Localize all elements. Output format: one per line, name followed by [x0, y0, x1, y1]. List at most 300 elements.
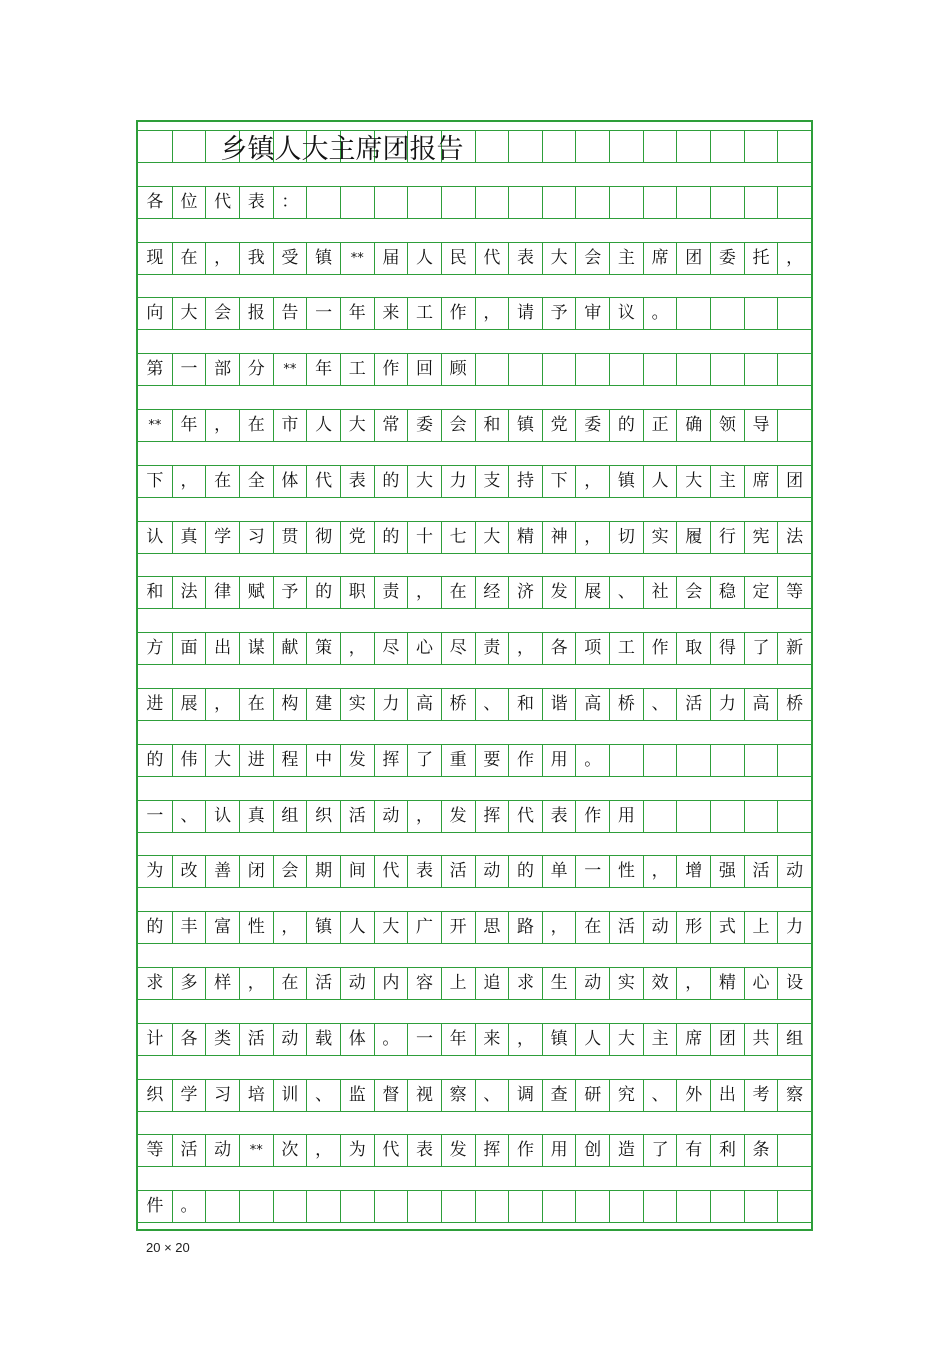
grid-cell: 式: [710, 912, 744, 943]
grid-cell: 富: [205, 912, 239, 943]
grid-cell: 上: [441, 968, 475, 999]
grid-row: [138, 409, 811, 442]
grid-cell: 表: [542, 801, 576, 832]
grid-cell: [744, 745, 778, 776]
grid-cell: 内: [374, 968, 408, 999]
grid-cell: 领: [710, 410, 744, 441]
grid-cell: 届: [374, 243, 408, 274]
grid-cell: [475, 187, 509, 218]
grid-cell: 设: [777, 968, 811, 999]
grid-row: [138, 521, 811, 554]
grid-cell: [542, 187, 576, 218]
grid-cell: ，: [542, 912, 576, 943]
grid-cell: [475, 354, 509, 385]
grid-cell: 主: [643, 1024, 677, 1055]
grid-cell: 实: [643, 522, 677, 553]
grid-cell: [777, 745, 811, 776]
grid-row: [138, 911, 811, 944]
title-row: [138, 130, 811, 163]
grid-cell: 中: [306, 745, 340, 776]
grid-cell: ，: [172, 466, 206, 497]
grid-cell: [643, 187, 677, 218]
grid-cell: 责: [475, 633, 509, 664]
grid-cell: 委: [575, 410, 609, 441]
grid-cell: 年: [340, 298, 374, 329]
grid-cell: 和: [146, 582, 164, 603]
grid-cell: 训: [273, 1080, 307, 1111]
grid-cell: 人: [643, 466, 677, 497]
grid-cell: 精: [710, 968, 744, 999]
grid-cell: 神: [542, 522, 576, 553]
grid-cell: 查: [542, 1080, 576, 1111]
grid-cell: 经: [475, 577, 509, 608]
grid-cell: 支: [475, 466, 509, 497]
grid-row: [138, 353, 811, 386]
grid-cell: 谋: [239, 633, 273, 664]
grid-cell: 等: [777, 577, 811, 608]
grid-cell: 挥: [374, 745, 408, 776]
grid-cell: 、: [172, 801, 206, 832]
grid-cell: 监: [340, 1080, 374, 1111]
grid-cell: 路: [508, 912, 542, 943]
grid-cell: 组: [273, 801, 307, 832]
grid-cell: [441, 1191, 475, 1222]
grid-cell: 和: [475, 410, 509, 441]
grid-cell: 民: [441, 243, 475, 274]
grid-cell: 期: [306, 856, 340, 887]
grid-cell: [340, 187, 374, 218]
grid-cell: 展: [172, 689, 206, 720]
grid-cell: 镇: [508, 410, 542, 441]
grid-cell: ，: [205, 689, 239, 720]
grid-cell: 动: [340, 968, 374, 999]
grid-cell: 等: [146, 1140, 164, 1161]
grid-cell: 方: [146, 638, 164, 659]
grid-cell: 形: [676, 912, 710, 943]
grid-cell: ，: [508, 633, 542, 664]
grid-cell: 了: [643, 1135, 677, 1166]
grid-cell: 。: [374, 1024, 408, 1055]
grid-cell: 社: [643, 577, 677, 608]
grid-cell: 力: [710, 689, 744, 720]
grid-cell: 效: [643, 968, 677, 999]
grid-cell: 发: [441, 1135, 475, 1166]
grid-cell: 改: [172, 856, 206, 887]
grid-cell: 的: [508, 856, 542, 887]
grid-cell: ：: [273, 187, 307, 218]
grid-row: [138, 967, 811, 1000]
grid-cell: 席: [744, 466, 778, 497]
grid-cell: ，: [205, 410, 239, 441]
grid-cell: 培: [239, 1080, 273, 1111]
grid-cell: 来: [374, 298, 408, 329]
grid-cell: 团: [710, 1024, 744, 1055]
grid-cell: 主: [710, 466, 744, 497]
grid-cell: 调: [508, 1080, 542, 1111]
grid-cell: 考: [744, 1080, 778, 1111]
grid-cell: 审: [575, 298, 609, 329]
grid-cell: ，: [676, 968, 710, 999]
grid-cell: 人: [575, 1024, 609, 1055]
grid-cell: 创: [575, 1135, 609, 1166]
document-title: 乡镇人大主席团报告: [220, 134, 464, 165]
grid-cell: 镇: [609, 466, 643, 497]
grid-cell: [710, 131, 744, 162]
grid-cell: 的: [374, 466, 408, 497]
grid-cell: 一: [575, 856, 609, 887]
grid-cell: 切: [609, 522, 643, 553]
grid-cell: 大: [205, 745, 239, 776]
grid-cell: 在: [239, 689, 273, 720]
grid-cell: 发: [340, 745, 374, 776]
grid-cell: 谐: [542, 689, 576, 720]
grid-cell: ，: [407, 801, 441, 832]
grid-cell: 性: [239, 912, 273, 943]
grid-cell: 力: [777, 912, 811, 943]
grid-cell: 构: [273, 689, 307, 720]
grid-cell: 组: [777, 1024, 811, 1055]
grid-cell: 件: [146, 1196, 164, 1217]
grid-cell: 发: [542, 577, 576, 608]
grid-cell: [777, 187, 811, 218]
grid-cell: [744, 131, 778, 162]
grid-cell: 取: [676, 633, 710, 664]
grid-cell: **: [148, 418, 162, 433]
grid-cell: ，: [273, 912, 307, 943]
grid-cell: [676, 1191, 710, 1222]
grid-row: [138, 855, 811, 888]
grid-cell: 、: [475, 1080, 509, 1111]
grid-cell: 市: [273, 410, 307, 441]
grid-cell: 认: [205, 801, 239, 832]
grid-cell: 镇: [306, 243, 340, 274]
grid-cell: 人: [306, 410, 340, 441]
grid-cell: 力: [374, 689, 408, 720]
grid-cell: 为: [146, 861, 164, 882]
grid-cell: 利: [710, 1135, 744, 1166]
grid-cell: 展: [575, 577, 609, 608]
grid-cell: 大: [475, 522, 509, 553]
grid-cell: [676, 131, 710, 162]
grid-cell: 为: [340, 1135, 374, 1166]
grid-cell: [744, 801, 778, 832]
grid-cell: 顾: [441, 354, 475, 385]
grid-cell: 心: [407, 633, 441, 664]
grid-cell: 人: [407, 243, 441, 274]
grid-cell: 学: [172, 1080, 206, 1111]
grid-cell: 大: [172, 298, 206, 329]
grid-cell: [508, 354, 542, 385]
grid-cell: 条: [744, 1135, 778, 1166]
grid-cell: 年: [441, 1024, 475, 1055]
grid-cell: 各: [542, 633, 576, 664]
grid-cell: 、: [609, 577, 643, 608]
grid-cell: [744, 187, 778, 218]
grid-cell: 用: [609, 801, 643, 832]
grid-cell: 闭: [239, 856, 273, 887]
grid-cell: 镇: [542, 1024, 576, 1055]
grid-cell: 活: [172, 1135, 206, 1166]
grid-cell: 大: [374, 912, 408, 943]
grid-row: [138, 186, 811, 219]
grid-cell: 来: [475, 1024, 509, 1055]
grid-cell: 动: [273, 1024, 307, 1055]
grid-cell: 会: [676, 577, 710, 608]
grid-cell: ，: [340, 633, 374, 664]
grid-cell: 表: [508, 243, 542, 274]
grid-cell: 的: [146, 917, 164, 938]
grid-cell: 法: [777, 522, 811, 553]
grid-cell: 第: [146, 359, 164, 380]
grid-cell: 伟: [172, 745, 206, 776]
grid-cell: 现: [146, 247, 164, 268]
grid-cell: [575, 131, 609, 162]
grid-cell: 力: [441, 466, 475, 497]
grid-cell: 究: [609, 1080, 643, 1111]
grid-cell: 委: [710, 243, 744, 274]
grid-cell: 视: [407, 1080, 441, 1111]
grid-cell: 挥: [475, 801, 509, 832]
grid-cell: 镇: [306, 912, 340, 943]
grid-cell: [676, 745, 710, 776]
grid-cell: 作: [441, 298, 475, 329]
grid-cell: 丰: [172, 912, 206, 943]
grid-cell: 真: [172, 522, 206, 553]
grid-cell: 动: [475, 856, 509, 887]
grid-cell: 有: [676, 1135, 710, 1166]
grid-cell: [777, 801, 811, 832]
grid-cell: ，: [475, 298, 509, 329]
grid-cell: [306, 187, 340, 218]
grid-cell: [542, 131, 576, 162]
grid-cell: [508, 187, 542, 218]
grid-cell: 济: [508, 577, 542, 608]
grid-cell: 尽: [374, 633, 408, 664]
grid-cell: 一: [146, 805, 164, 826]
grid-cell: [710, 298, 744, 329]
grid-cell: 外: [676, 1080, 710, 1111]
grid-cell: 开: [441, 912, 475, 943]
grid-cell: 请: [508, 298, 542, 329]
grid-cell: [609, 131, 643, 162]
grid-cell: 程: [273, 745, 307, 776]
grid-cell: [710, 1191, 744, 1222]
grid-cell: 行: [710, 522, 744, 553]
grid-cell: 尽: [441, 633, 475, 664]
grid-cell: **: [239, 1135, 273, 1166]
grid-cell: 表: [407, 856, 441, 887]
grid-cell: 党: [542, 410, 576, 441]
grid-row: [138, 242, 811, 275]
grid-cell: 督: [374, 1080, 408, 1111]
grid-cell: [407, 1191, 441, 1222]
grid-cell: 分: [239, 354, 273, 385]
grid-cell: 。: [643, 298, 677, 329]
grid-row: [138, 688, 811, 721]
grid-cell: 、: [643, 689, 677, 720]
grid-cell: 追: [475, 968, 509, 999]
grid-cell: 下: [542, 466, 576, 497]
grid-cell: 习: [205, 1080, 239, 1111]
grid-cell: 会: [575, 243, 609, 274]
grid-cell: 类: [205, 1024, 239, 1055]
grid-cell: 和: [508, 689, 542, 720]
grid-cell: 的: [306, 577, 340, 608]
grid-cell: 正: [643, 410, 677, 441]
grid-cell: 在: [239, 410, 273, 441]
grid-cell: 代: [374, 856, 408, 887]
grid-cell: 多: [172, 968, 206, 999]
grid-cell: 活: [306, 968, 340, 999]
grid-cell: [205, 1191, 239, 1222]
grid-cell: ，: [407, 577, 441, 608]
grid-cell: [777, 354, 811, 385]
grid-cell: [643, 131, 677, 162]
grid-cell: [643, 745, 677, 776]
grid-cell: 活: [340, 801, 374, 832]
grid-cell: 代: [306, 466, 340, 497]
grid-cell: 表: [239, 187, 273, 218]
grid-cell: 项: [575, 633, 609, 664]
grid-cell: 各: [172, 1024, 206, 1055]
grid-cell: [609, 1191, 643, 1222]
grid-cell: 察: [441, 1080, 475, 1111]
grid-cell: [609, 745, 643, 776]
grid-cell: 大: [340, 410, 374, 441]
grid-row: [138, 800, 811, 833]
grid-cell: 代: [508, 801, 542, 832]
grid-cell: 贯: [273, 522, 307, 553]
grid-cell: 各: [146, 191, 164, 212]
grid-row: [138, 1079, 811, 1112]
grid-cell: **: [273, 354, 307, 385]
grid-cell: 增: [676, 856, 710, 887]
grid-cell: 在: [205, 466, 239, 497]
grid-cell: 织: [146, 1084, 164, 1105]
grid-cell: 用: [542, 1135, 576, 1166]
grid-cell: [575, 354, 609, 385]
grid-cell: 全: [239, 466, 273, 497]
grid-cell: 体: [273, 466, 307, 497]
grid-cell: 进: [239, 745, 273, 776]
grid-cell: [306, 1191, 340, 1222]
grid-cell: 代: [374, 1135, 408, 1166]
grid-row: [138, 465, 811, 498]
grid-cell: 一: [306, 298, 340, 329]
grid-cell: 责: [374, 577, 408, 608]
grid-cell: 共: [744, 1024, 778, 1055]
grid-cell: 善: [205, 856, 239, 887]
grid-cell: 在: [172, 243, 206, 274]
grid-cell: 表: [340, 466, 374, 497]
grid-cell: [777, 1191, 811, 1222]
grid-cell: ，: [205, 243, 239, 274]
grid-cell: 团: [777, 466, 811, 497]
grid-cell: 性: [609, 856, 643, 887]
grid-cell: 桥: [609, 689, 643, 720]
grid-cell: [777, 1135, 811, 1166]
grid-cell: 思: [475, 912, 509, 943]
grid-cell: [542, 1191, 576, 1222]
grid-cell: 载: [306, 1024, 340, 1055]
grid-cell: 赋: [239, 577, 273, 608]
grid-cell: 活: [609, 912, 643, 943]
grid-cell: 予: [273, 577, 307, 608]
grid-cell: 上: [744, 912, 778, 943]
grid-cell: 告: [273, 298, 307, 329]
grid-cell: [239, 1191, 273, 1222]
grid-cell: [172, 131, 206, 162]
grid-row: [138, 1134, 811, 1167]
grid-cell: 席: [676, 1024, 710, 1055]
grid-cell: 作: [508, 1135, 542, 1166]
grid-cell: ，: [575, 522, 609, 553]
grid-cell: [744, 354, 778, 385]
grid-cell: 了: [744, 633, 778, 664]
grid-cell: **: [340, 243, 374, 274]
grid-cell: 下: [146, 470, 164, 491]
grid-cell: 高: [575, 689, 609, 720]
grid-row: [138, 297, 811, 330]
grid-cell: [777, 298, 811, 329]
grid-cell: 在: [273, 968, 307, 999]
grid-cell: 的: [609, 410, 643, 441]
grid-cell: 、: [643, 1080, 677, 1111]
grid-cell: [744, 1191, 778, 1222]
grid-cell: 在: [441, 577, 475, 608]
grid-cell: 作: [575, 801, 609, 832]
grid-cell: 、: [306, 1080, 340, 1111]
grid-cell: 团: [676, 243, 710, 274]
grid-cell: [676, 801, 710, 832]
grid-cell: 常: [374, 410, 408, 441]
grid-cell: 新: [777, 633, 811, 664]
grid-cell: 实: [609, 968, 643, 999]
grid-cell: 桥: [441, 689, 475, 720]
grid-cell: ，: [508, 1024, 542, 1055]
grid-cell: 容: [407, 968, 441, 999]
grid-cell: 大: [676, 466, 710, 497]
grid-cell: 托: [744, 243, 778, 274]
grid-cell: 工: [407, 298, 441, 329]
grid-cell: [508, 1191, 542, 1222]
grid-cell: 学: [205, 522, 239, 553]
grid-cell: 律: [205, 577, 239, 608]
grid-cell: [575, 1191, 609, 1222]
grid-cell: 大: [407, 466, 441, 497]
grid-cell: 。: [172, 1191, 206, 1222]
grid-cell: 的: [374, 522, 408, 553]
grid-cell: 作: [374, 354, 408, 385]
grid-cell: [710, 745, 744, 776]
grid-cell: [138, 131, 172, 162]
grid-cell: 代: [205, 187, 239, 218]
grid-cell: 确: [676, 410, 710, 441]
grid-cell: 议: [609, 298, 643, 329]
grid-cell: [273, 1191, 307, 1222]
grid-cell: 间: [340, 856, 374, 887]
grid-cell: [643, 801, 677, 832]
grid-cell: [441, 187, 475, 218]
grid-cell: 大: [542, 243, 576, 274]
grid-cell: 一: [407, 1024, 441, 1055]
grid-cell: [475, 131, 509, 162]
grid-cell: 十: [407, 522, 441, 553]
grid-cell: ，: [777, 243, 811, 274]
grid-cell: [475, 1191, 509, 1222]
grid-cell: 动: [205, 1135, 239, 1166]
grid-cell: [340, 1191, 374, 1222]
